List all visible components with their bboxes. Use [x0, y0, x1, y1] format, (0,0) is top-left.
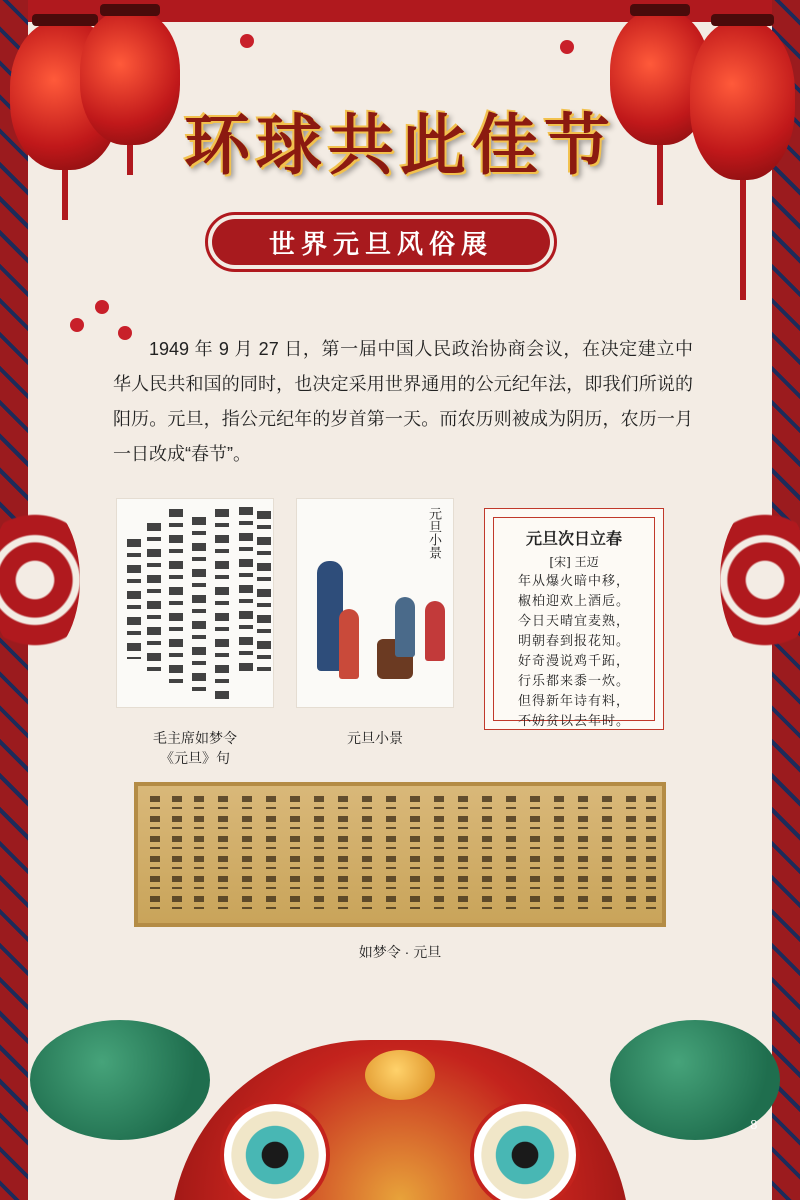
calligraphy-caption-line2: 《元旦》句 [160, 750, 230, 766]
lion-eye-right-icon [470, 1100, 580, 1200]
poem-author: [宋] 王迈 [549, 555, 599, 569]
poem-line: 行乐都来黍一炊。 [517, 674, 630, 689]
page-number: 8 [750, 1118, 758, 1132]
figure-child-2 [395, 597, 415, 657]
pine-tree-icon [30, 1020, 210, 1140]
calligraphy-caption [116, 728, 274, 768]
lion-eye-left-icon [220, 1100, 330, 1200]
poem-title: 元旦次日立春 [525, 529, 622, 548]
poem-line: 不妨贫以去年时。 [517, 714, 630, 729]
plum-blossom-icon [240, 34, 254, 48]
poem-line: 椒柏迎欢上酒卮。 [517, 594, 630, 609]
papercut-ornament-right [720, 500, 800, 660]
painting-label: 元旦小景 [426, 507, 441, 559]
poem-card [484, 508, 664, 730]
papercut-ornament-left [0, 500, 80, 660]
subtitle-banner [205, 212, 557, 272]
poem-line: 年从爆火暗中移， [517, 574, 630, 589]
lion-crown [365, 1050, 435, 1100]
poem-line: 但得新年诗有料， [517, 694, 630, 709]
calligraphy-scroll-image [134, 782, 666, 927]
page-title: 环球共此佳节 [184, 106, 616, 184]
lion-dance-head [170, 1040, 630, 1200]
poem-line: 明朝春到报花知。 [517, 634, 630, 649]
poem-line: 好奇漫说鸡千跖， [517, 654, 630, 669]
plum-blossom-icon [70, 318, 84, 332]
plum-blossom-icon [560, 40, 574, 54]
calligraphy-image [116, 498, 274, 708]
plum-blossom-icon [95, 300, 109, 314]
painting-image [296, 498, 454, 708]
scroll-caption: 如梦令 · 元旦 [358, 944, 442, 960]
intro-paragraph: 1949 年 9 月 27 日，第一届中国人民政治协商会议，在决定建立中华人民共和国的同时，也决定采用世界通用的公元纪年法，即我们所说的阳历。元旦，指公元纪年的岁首第一天。而农历则被成为阴历，农历一月一日改成“春节”。 [113, 339, 693, 464]
figure-child-1 [339, 609, 359, 679]
figure-child-3 [425, 601, 445, 661]
subtitle-text: 世界元旦风俗展 [212, 219, 550, 265]
poem-line: 今日天晴宜麦熟， [517, 614, 630, 629]
calligraphy-caption-line1: 毛主席如梦令 [153, 730, 237, 746]
painting-caption: 元旦小景 [347, 730, 403, 746]
